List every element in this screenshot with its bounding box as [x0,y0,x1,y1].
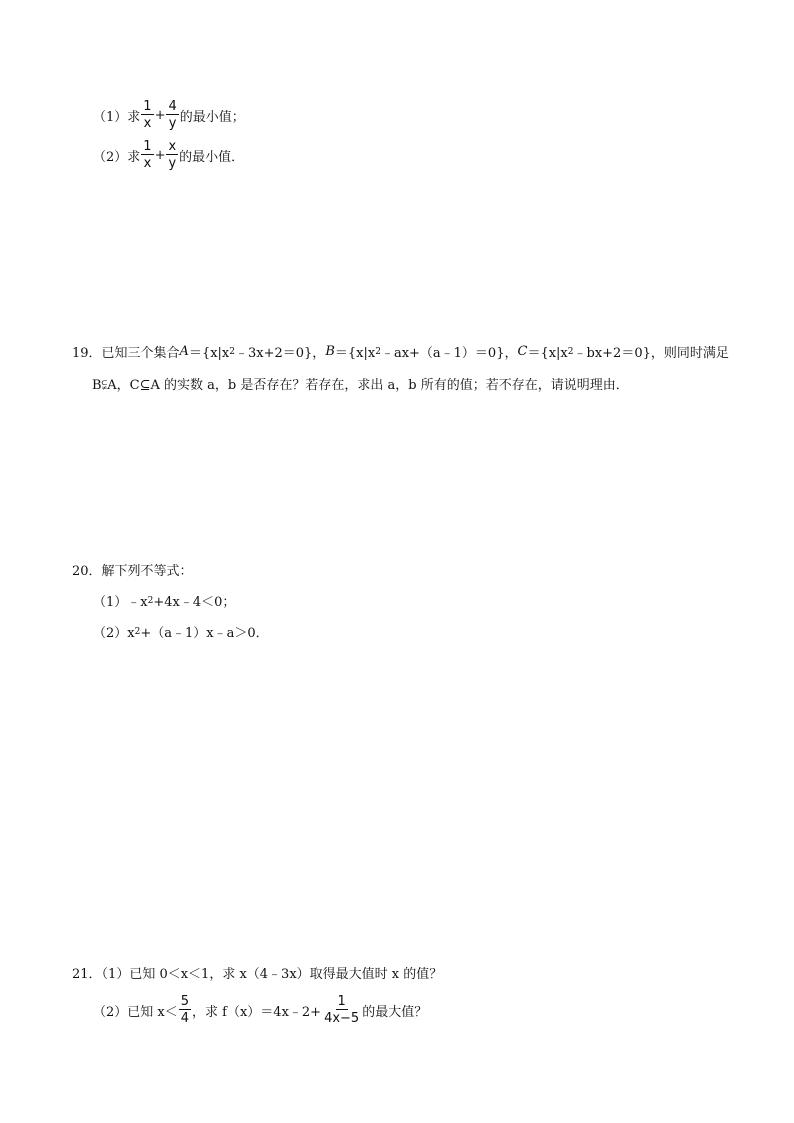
q19-line1: 19．已知三个集合 A ＝{x|x 2 ﹣3x+2＝0}， B ＝{x|x 2 ﹣ax+（a﹣1）＝0}， C ＝{x|x 2 ﹣bx+2＝0}，则同时满足 [72,344,729,361]
q18-part1: （1）求 $\frac{1}{x}$ + $\frac{4}{y}$ 的最小值； [93,99,245,131]
fraction-x-over-y: $\frac{x}{y}$ [168,139,177,171]
fraction-1-over-4x-minus-5: $\frac{1}{4x-5}$ [324,994,360,1026]
q21-part2: （2）已知 x＜ $\frac{5}{4}$ ，求 f（x）＝4x﹣2+ $\frac{1}{4x-5}$ 的最大值？ [93,994,428,1026]
q20-title: 20．解下列不等式： [72,564,193,579]
q19-line2: B⫋A，C⊆A 的实数 a，b 是否存在？若存在，求出 a，b 所有的值；若不存在，请说明理由． [92,378,629,393]
q18-part2-prefix: （2）求 [93,149,141,165]
q20-part1: （1）﹣x 2 +4x﹣4＜0； [93,595,236,610]
q21-part1: 21．（1）已知 0＜x＜1，求 x（4﹣3x）取得最大值时 x 的值？ [72,967,443,982]
fraction-4-over-y: $\frac{4}{y}$ [168,99,177,131]
fraction-5-over-4: $\frac{5}{4}$ [180,994,190,1026]
fraction-1-over-x: $\frac{1}{x}$ [143,139,152,171]
q18-part2-suffix: 的最小值． [179,149,245,165]
q20-part2: （2）x 2 +（a﹣1）x﹣a＞0． [93,626,269,641]
q18-part2: （2）求 $\frac{1}{x}$ + $\frac{x}{y}$ 的最小值． [93,139,245,171]
q18-part1-suffix: 的最小值； [179,109,245,125]
q18-part1-prefix: （1）求 [93,109,141,125]
fraction-1-over-x: $\frac{1}{x}$ [143,99,152,131]
